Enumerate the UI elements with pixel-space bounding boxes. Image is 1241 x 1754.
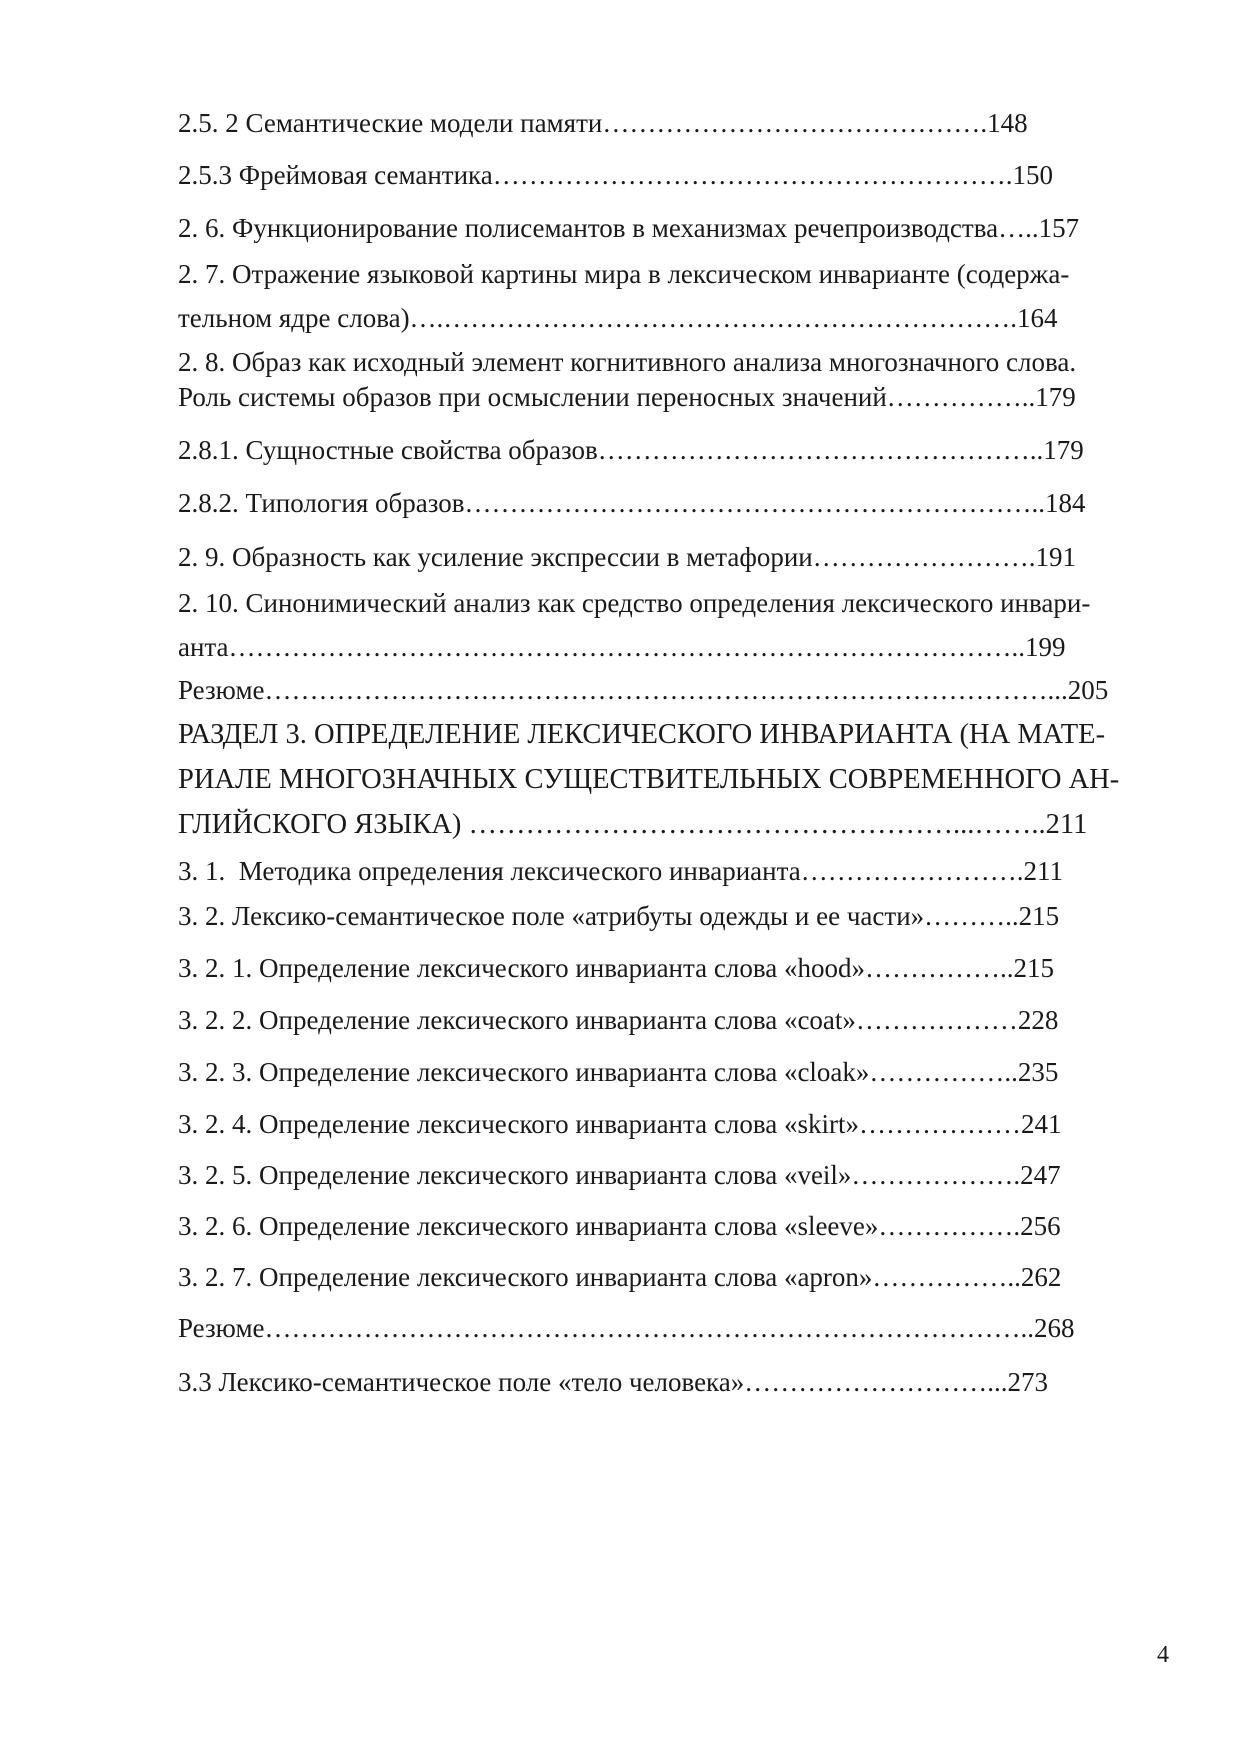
toc-line: 3. 1. Методика определения лексического инварианта…………………….211 [178, 856, 1063, 886]
toc-line: тельном ядре слова)….……………………………………………………….164 [178, 303, 1058, 333]
toc-line: 3.3 Лексико-семантическое поле «тело человека»………………………...273 [178, 1367, 1048, 1397]
toc-section-heading: РАЗДЕЛ 3. ОПРЕДЕЛЕНИЕ ЛЕКСИЧЕСКОГО ИНВАРИАНТА (НА МАТЕ- [178, 719, 1106, 750]
toc-line: Резюме…………………………………………………………………………..268 [178, 1313, 1075, 1343]
toc-line: 3. 2. 1. Определение лексического инварианта слова «hood»……………..215 [178, 953, 1054, 983]
toc-line: анта……………………………………………………………………………..199 [178, 632, 1066, 662]
toc-line: 2. 10. Синонимический анализ как средство определения лексического инвари- [178, 588, 1091, 618]
toc-line: 3. 2. 5. Определение лексического инварианта слова «veil»……………….247 [178, 1160, 1061, 1190]
toc-line: Роль системы образов при осмыслении переносных значений……………..179 [178, 382, 1076, 412]
toc-line: 2.5. 2 Семантические модели памяти…………………………………….148 [178, 108, 1028, 138]
toc-line: 2. 6. Функционирование полисемантов в механизмах речепроизводства…..157 [178, 213, 1080, 243]
toc-section-heading: ГЛИЙСКОГО ЯЗЫКА) ……………………………………………...……..211 [178, 809, 1088, 840]
toc-line: 3. 2. 6. Определение лексического инварианта слова «sleeve»…………….256 [178, 1211, 1061, 1241]
toc-line: 2.8.1. Сущностные свойства образов…………………………………………..179 [178, 435, 1084, 465]
toc-line: 2. 9. Образность как усиление экспрессии в метафории…………………….191 [178, 542, 1077, 572]
toc-line: 2. 7. Отражение языковой картины мира в лексическом инварианте (содержа- [178, 259, 1070, 289]
toc-line: 3. 2. 4. Определение лексического инварианта слова «skirt»………………241 [178, 1109, 1062, 1139]
toc-line: 2.5.3 Фреймовая семантика………………………………………………….150 [178, 160, 1053, 190]
toc-line: 3. 2. 3. Определение лексического инварианта слова «cloak»……………..235 [178, 1057, 1059, 1087]
toc-line: 2.8.2. Типология образов………………………………………………………..184 [178, 488, 1086, 518]
toc-line: Резюме……………………………………………………………………………...205 [178, 675, 1109, 705]
toc-section-heading: РИАЛЕ МНОГОЗНАЧНЫХ СУЩЕСТВИТЕЛЬНЫХ СОВРЕМЕННОГО АН- [178, 764, 1120, 795]
toc-line: 2. 8. Образ как исходный элемент когнитивного анализа многозначного слова. [178, 347, 1077, 377]
page-number: 4 [1157, 1642, 1169, 1668]
toc-line: 3. 2. 2. Определение лексического инварианта слова «coat»………………228 [178, 1005, 1059, 1035]
toc-line: 3. 2. Лексико-семантическое поле «атрибуты одежды и ее части»………..215 [178, 901, 1060, 931]
toc-line: 3. 2. 7. Определение лексического инварианта слова «apron»……………..262 [178, 1262, 1062, 1292]
